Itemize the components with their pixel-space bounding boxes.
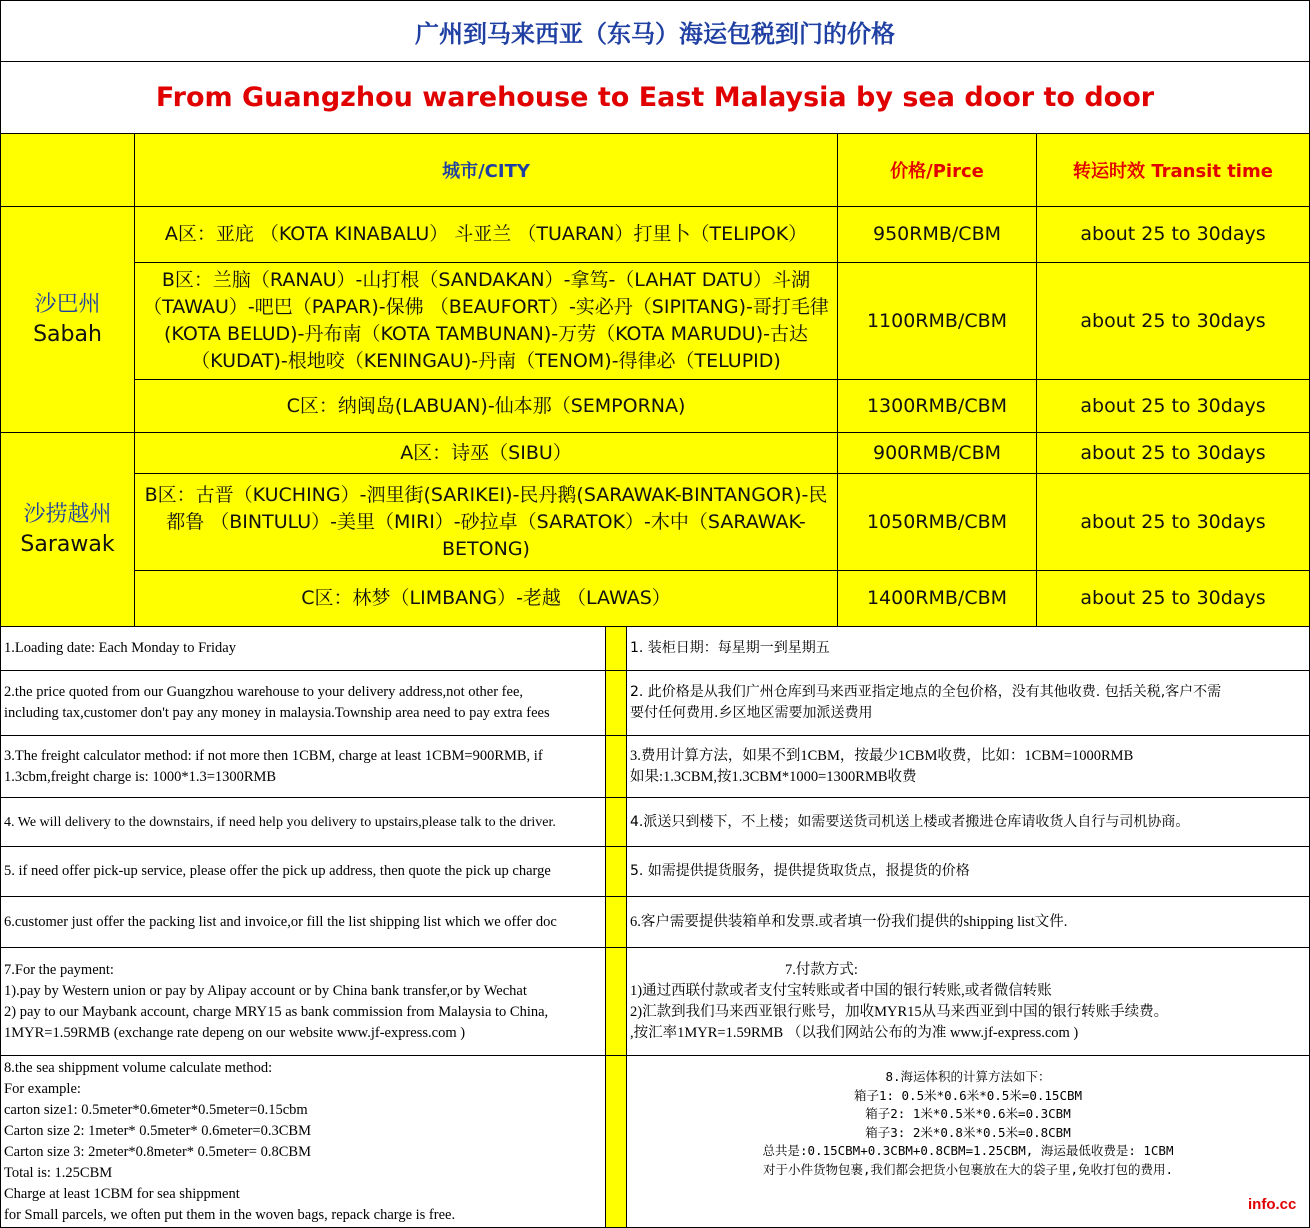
note-4-en [0, 797, 606, 847]
note-3-en [0, 735, 606, 798]
note-1-en [0, 626, 606, 671]
note-7-cn [626, 947, 1310, 1056]
sabah-zone-a-transit: about 25 to 30days [1036, 206, 1310, 263]
note-line: 2. 此价格是从我们广州仓库到马来西亚指定地点的全包价格，没有其他收费. 包括关税,客户不需 [630, 684, 1222, 700]
note-3-cn [626, 735, 1310, 798]
title-en: From Guangzhou warehouse to East Malaysia by sea door to door [0, 61, 1310, 134]
sarawak-zone-c-price: 1400RMB/CBM [837, 570, 1037, 627]
note-line: 5. 如需提供提货服务，提供提货取货点，报提货的价格 [630, 863, 970, 879]
note-line: 5. if need offer pick-up service, please offer the pick up address, then quote the pick up charge [4, 863, 551, 879]
note-line: 1.3cbm,freight charge is: 1000*1.3=1300RMB [4, 768, 277, 785]
note-line: For example: [4, 1080, 81, 1097]
note-line: 8.the sea shippment volume calculate method: [4, 1059, 273, 1076]
note-line: 6.客户需要提供装箱单和发票.或者填一份我们提供的shipping list文件. [630, 913, 1068, 930]
note-line: including tax,customer don't pay any money in malaysia.Township area need to pay extra fees [4, 705, 550, 721]
note-line: 3.The freight calculator method: if not more then 1CBM, charge at least 1CBM=900RMB, if [4, 747, 543, 764]
sarawak-zone-a-transit: about 25 to 30days [1036, 432, 1310, 474]
region-sarawak [0, 432, 135, 627]
note-line: 2) pay to our Maybank account, charge MRY15 as bank commission from Malaysia to China, [4, 1003, 549, 1020]
note-line: Carton size 3: 2meter*0.8meter* 0.5meter= 0.8CBM [4, 1143, 311, 1160]
note-line: 总共是:0.15CBM+0.3CBM+0.8CBM=1.25CBM, 海运最低收费是: 1CBM [762, 1143, 1174, 1159]
note-line: Charge at least 1CBM for sea shippment [4, 1185, 240, 1202]
note-line: for Small parcels, we often put them in the woven bags, repack charge is free. [4, 1206, 456, 1223]
region-name-cn: 沙巴州 [34, 291, 101, 317]
note-divider [605, 896, 627, 948]
note-6-en [0, 896, 606, 948]
sabah-zone-b-price: 1100RMB/CBM [837, 262, 1037, 380]
sarawak-zone-a-price: 900RMB/CBM [837, 432, 1037, 474]
note-2-en [0, 670, 606, 736]
note-5-cn [626, 846, 1310, 897]
note-divider [605, 846, 627, 897]
note-line: 4. We will delivery to the downstairs, if need help you delivery to upstairs,please talk to the driver. [4, 814, 556, 830]
sabah-zone-c-cities: C区：纳闽岛(LABUAN)-仙本那（SEMPORNA) [134, 379, 838, 433]
note-line: 1).pay by Western union or pay by Alipay account or by China bank transfer,or by Wechat [4, 982, 527, 999]
note-line: 3.费用计算方法，如果不到1CBM，按最少1CBM收费，比如：1CBM=1000RMB [630, 747, 1134, 764]
note-line: 1MYR=1.59RMB (exchange rate depeng on our website www.jf-express.com ) [4, 1024, 466, 1041]
note-8-en [0, 1055, 606, 1228]
note-line: Total is: 1.25CBM [4, 1164, 113, 1181]
sabah-zone-b-cities: B区：兰脑（RANAU）-山打根（SANDAKAN）-拿笃-（LAHAT DATU）斗湖（TAWAU）-吧巴（PAPAR)-保佛 （BEAUFORT）-实必丹（SIPITANG)-哥打毛律(KOTA BELUD)-丹布南（KOTA TAMBUNAN)-万劳（KOTA MARUDU)-古达（KUDAT)-根地咬（KENINGAU)-丹南（TENOM)-得律必（TELUPID) [134, 262, 838, 380]
note-5-en [0, 846, 606, 897]
note-divider [605, 735, 627, 798]
sarawak-zone-c-cities: C区：林梦（LIMBANG）-老越 （LAWAS） [134, 570, 838, 627]
note-line: 8.海运体积的计算方法如下： [885, 1069, 1051, 1084]
region-name-en: Sabah [33, 321, 102, 347]
sabah-zone-c-price: 1300RMB/CBM [837, 379, 1037, 433]
note-7-en [0, 947, 606, 1056]
note-divider [605, 670, 627, 736]
sarawak-zone-a-cities: A区：诗巫（SIBU） [134, 432, 838, 474]
note-line: 2.the price quoted from our Guangzhou warehouse to your delivery address,not other fee, [4, 684, 524, 700]
note-2-cn [626, 670, 1310, 736]
note-4-cn [626, 797, 1310, 847]
region-sabah [0, 206, 135, 433]
sabah-zone-b-transit: about 25 to 30days [1036, 262, 1310, 380]
note-divider [605, 626, 627, 671]
note-line: 1)通过西联付款或者支付宝转账或者中国的银行转账,或者微信转账 [630, 982, 1052, 999]
note-title: 7.付款方式: [785, 961, 858, 978]
sarawak-zone-b-transit: about 25 to 30days [1036, 473, 1310, 571]
note-line: 6.customer just offer the packing list and invoice,or fill the list shipping list which we offer doc [4, 913, 557, 930]
note-1-cn [626, 626, 1310, 671]
note-line: 7.For the payment: [4, 961, 114, 978]
note-divider [605, 797, 627, 847]
header-price: 价格/Pirce [837, 133, 1037, 207]
header-region-cell [0, 133, 135, 207]
note-line: ,按汇率1MYR=1.59RMB （以我们网站公布的为准 www.jf-express.com ) [630, 1024, 1079, 1041]
note-line: 2)汇款到我们马来西亚银行账号，加收MYR15从马来西亚到中国的银行转账手续费。 [630, 1003, 1169, 1020]
note-line: carton size1: 0.5meter*0.6meter*0.5meter=0.15cbm [4, 1101, 308, 1118]
note-line: 1. 装柜日期：每星期一到星期五 [630, 640, 830, 656]
note-line: 如果:1.3CBM,按1.3CBM*1000=1300RMB收费 [630, 768, 917, 785]
note-line: 1.Loading date: Each Monday to Friday [4, 640, 236, 656]
sarawak-zone-b-price: 1050RMB/CBM [837, 473, 1037, 571]
header-transit: 转运时效 Transit time [1036, 133, 1310, 207]
sabah-zone-a-cities: A区：亚庇 （KOTA KINABALU） 斗亚兰 （TUARAN）打里卜（TELIPOK） [134, 206, 838, 263]
note-line: 4.派送只到楼下，不上楼；如需要送货司机送上楼或者搬进仓库请收货人自行与司机协商。 [630, 813, 1190, 830]
sabah-zone-c-transit: about 25 to 30days [1036, 379, 1310, 433]
note-line: 箱子1: 0.5米*0.6米*0.5米=0.15CBM [853, 1087, 1083, 1103]
sarawak-zone-b-cities: B区：古晋（KUCHING）-泗里街(SARIKEI)-民丹鹅(SARAWAK-BINTANGOR)-民都鲁 （BINTULU）-美里（MIRI）-砂拉卓（SARATOK）-木中（SARAWAK-BETONG) [134, 473, 838, 571]
note-line: 要付任何费用.乡区地区需要加派送费用 [630, 705, 873, 721]
note-line: 箱子2: 1米*0.5米*0.6米=0.3CBM [865, 1106, 1071, 1122]
region-name-en: Sarawak [20, 531, 115, 557]
sarawak-zone-c-transit: about 25 to 30days [1036, 570, 1310, 627]
note-line: Carton size 2: 1meter* 0.5meter* 0.6meter=0.3CBM [4, 1122, 311, 1139]
header-city: 城市/CITY [134, 133, 838, 207]
note-divider [605, 947, 627, 1056]
region-name-cn: 沙捞越州 [23, 501, 112, 527]
note-6-cn [626, 896, 1310, 948]
note-line: 箱子3: 2米*0.8米*0.5米=0.8CBM [865, 1124, 1071, 1140]
note-divider [605, 1055, 627, 1228]
sabah-zone-a-price: 950RMB/CBM [837, 206, 1037, 263]
note-line: 对于小件货物包裹,我们都会把货小包裹放在大的袋子里,免收打包的费用. [762, 1161, 1174, 1177]
watermark: info.cc [1248, 1196, 1297, 1213]
title-cn: 广州到马来西亚（东马）海运包税到门的价格 [0, 0, 1310, 62]
note-8-cn [626, 1055, 1310, 1228]
